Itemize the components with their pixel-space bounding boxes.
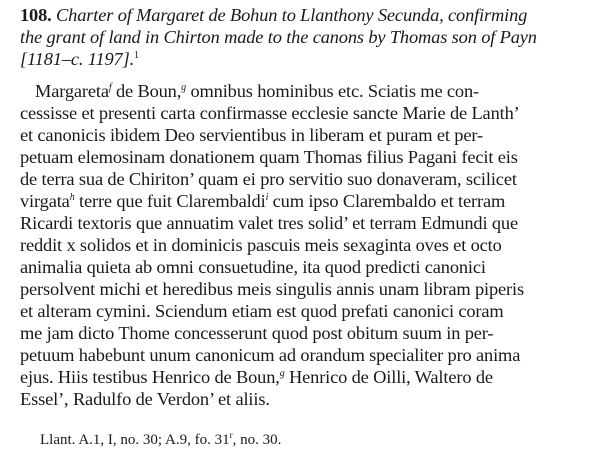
footnote-marker: f xyxy=(108,82,112,93)
footnote-marker: g xyxy=(181,82,187,93)
text-line: cessisse et presenti carta confirmasse ecclesie sancte Marie de Lanth’ xyxy=(20,103,520,123)
text-line: Essel’, Radulfo de Verdon’ et aliis. xyxy=(20,389,270,409)
text-line: et alteram cymini. Sciendum etiam est quod prefati canonici coram xyxy=(20,301,504,321)
heading-line-3 xyxy=(20,48,139,74)
text-line: animalia quieta ab omni consuetudine, ita quod predicti canonici xyxy=(20,257,486,277)
text-line: petuam elemosinam donationem quam Thomas filius Pagani fecit eis xyxy=(20,147,518,167)
text-line: reddit x solidos et in dominicis pascuis meis sexaginta oves et octo xyxy=(20,235,502,255)
heading-line-1 xyxy=(20,4,527,26)
text-span: de Boun, xyxy=(111,81,182,101)
charter-number: 108. xyxy=(20,5,52,25)
footnote-marker: h xyxy=(69,192,75,203)
text-span: ejus. Hiis testibus Henrico de Boun, xyxy=(20,367,280,387)
folio-recto-marker: r xyxy=(229,430,233,440)
text-line: et canonicis ibidem Deo servientibus in liberam et puram et per- xyxy=(20,125,483,145)
text-span: virgata xyxy=(20,191,70,211)
text-span: Henrico de Oilli, Waltero de xyxy=(284,367,493,387)
heading-text-1: Charter of Margaret de Bohun to Llanthony Secunda, confirming xyxy=(56,5,528,25)
text-span: terre que fuit Clarembaldi xyxy=(74,191,266,211)
heading-note-ref: 1 xyxy=(134,50,139,61)
footnote-marker: i xyxy=(265,192,269,203)
text-line: persolvent michi et heredibus meis singulis annis unam libram piperis xyxy=(20,279,524,299)
footnote-marker: g xyxy=(279,368,285,379)
source-text: Llant. A.1, I, no. 30; A.9, fo. 31 xyxy=(40,432,230,448)
text-line: me jam dicto Thome concesserunt quod post obitum suum in per- xyxy=(20,323,494,343)
heading-line-2: the grant of land in Chirton made to the canons by Thomas son of Payn xyxy=(20,27,537,47)
text-span: cum ipso Clarembaldo et terram xyxy=(268,191,506,211)
text-span: omnibus hominibus etc. Sciatis me con- xyxy=(186,81,479,101)
text-line: petuum habebunt unum canonicum ad orandum specialiter pro anima xyxy=(20,345,521,365)
text-line: Ricardi textoris que annuatim valet tres solid’ et terram Edmundi que xyxy=(20,213,518,233)
source-text: , no. 30. xyxy=(232,432,282,448)
text-span: Margareta xyxy=(35,81,109,101)
source-reference xyxy=(40,431,281,450)
heading-text-3: [1181–c. 1197]. xyxy=(20,49,135,69)
text-line: de terra sua de Chiriton’ quam ei pro servitio suo donaveram, scilicet xyxy=(20,169,517,189)
